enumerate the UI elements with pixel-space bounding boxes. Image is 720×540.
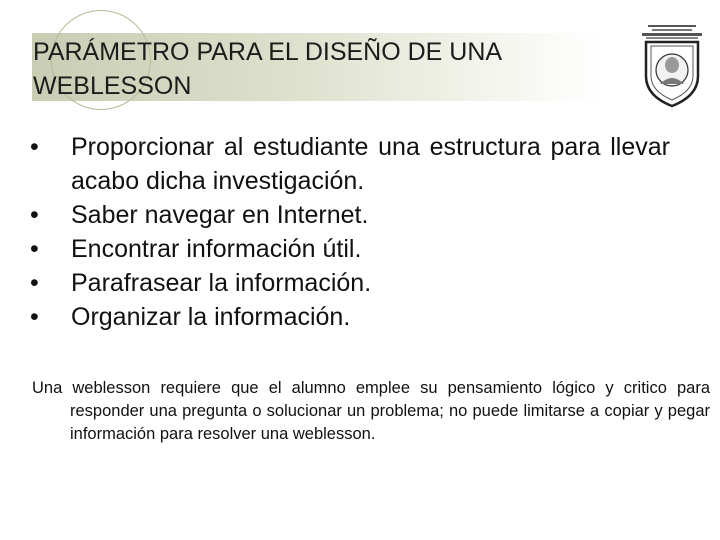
- bullet-dot: •: [30, 235, 39, 263]
- bullet-dot: •: [30, 133, 39, 161]
- school-crest-icon: [640, 24, 704, 108]
- bullet-dot: •: [30, 303, 39, 331]
- bullet-item: • Proporcionar al estudiante una estructura para llevar acabo dicha investigación.: [30, 130, 670, 198]
- bullet-item: • Organizar la información.: [30, 300, 670, 334]
- slide-title: PARÁMETRO PARA EL DISEÑO DE UNA WEBLESSON: [33, 38, 501, 100]
- bullet-item: • Encontrar información útil.: [30, 232, 670, 266]
- bullet-item: • Saber navegar en Internet.: [30, 198, 670, 232]
- body-paragraph: Una weblesson requiere que el alumno emplee su pensamiento lógico y critico para responder una pregunta o solucionar un problema; no puede limitarse a copiar y pegar información para resolver una weblesson.: [32, 379, 710, 443]
- bullet-dot: •: [30, 201, 39, 229]
- bullet-dot: •: [30, 269, 39, 297]
- bullet-list: [30, 130, 670, 334]
- bullet-item: • Parafrasear la información.: [30, 266, 670, 300]
